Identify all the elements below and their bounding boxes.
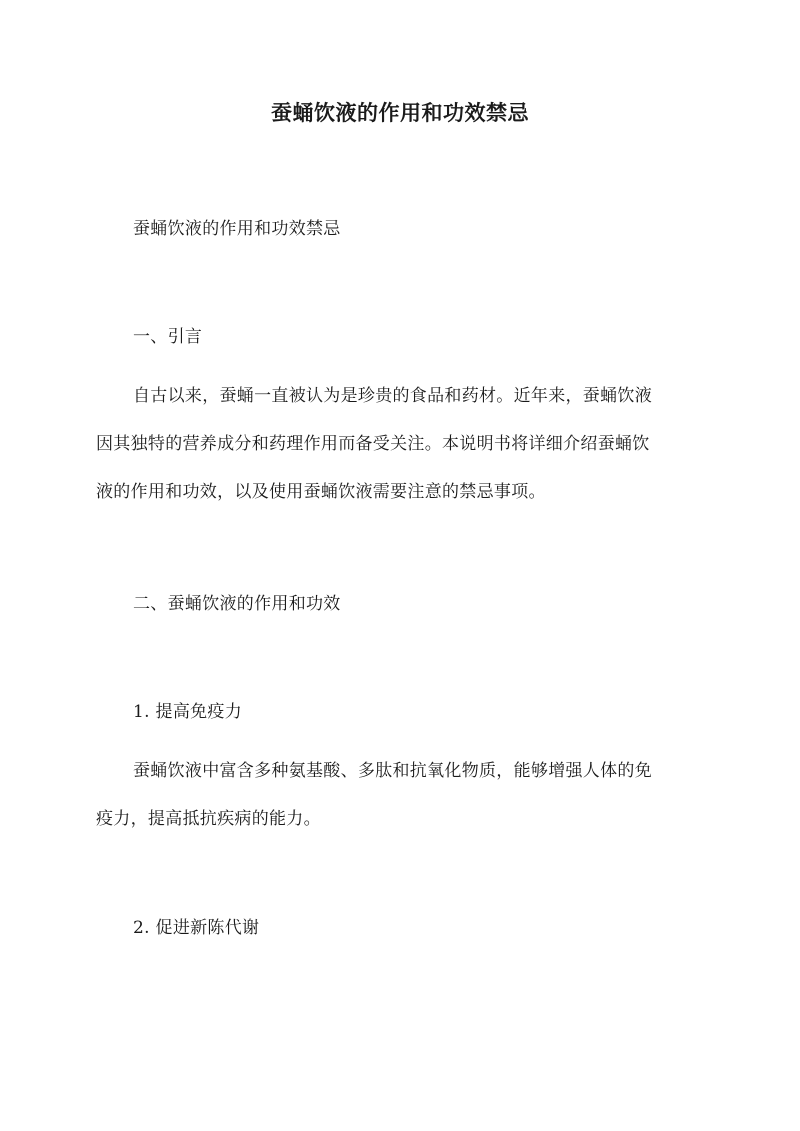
paragraph-line: 自古以来，蚕蛹一直被认为是珍贵的食品和药材。近年来，蚕蛹饮液 (133, 386, 652, 406)
paragraph-line: 因其独特的营养成分和药理作用而备受关注。本说明书将详细介绍蚕蛹饮 (96, 434, 650, 454)
document-subtitle: 蚕蛹饮液的作用和功效禁忌 (133, 219, 341, 239)
paragraph-line: 蚕蛹饮液中富含多种氨基酸、多肽和抗氧化物质，能够增强人体的免 (133, 761, 652, 781)
paragraph-line: 液的作用和功效，以及使用蚕蛹饮液需要注意的禁忌事项。 (96, 482, 546, 502)
paragraph-line: 疫力，提高抵抗疾病的能力。 (96, 809, 321, 829)
item-immunity-paragraph (96, 759, 703, 855)
section-introduction-paragraph (96, 384, 703, 528)
item-heading-immunity: 1. 提高免疫力 (133, 702, 243, 722)
section-heading-introduction: 一、引言 (133, 327, 203, 347)
item-heading-metabolism: 2. 促进新陈代谢 (133, 918, 260, 938)
section-heading-effects: 二、蚕蛹饮液的作用和功效 (133, 594, 341, 614)
document-title: 蚕蛹饮液的作用和功效禁忌 (271, 100, 529, 125)
